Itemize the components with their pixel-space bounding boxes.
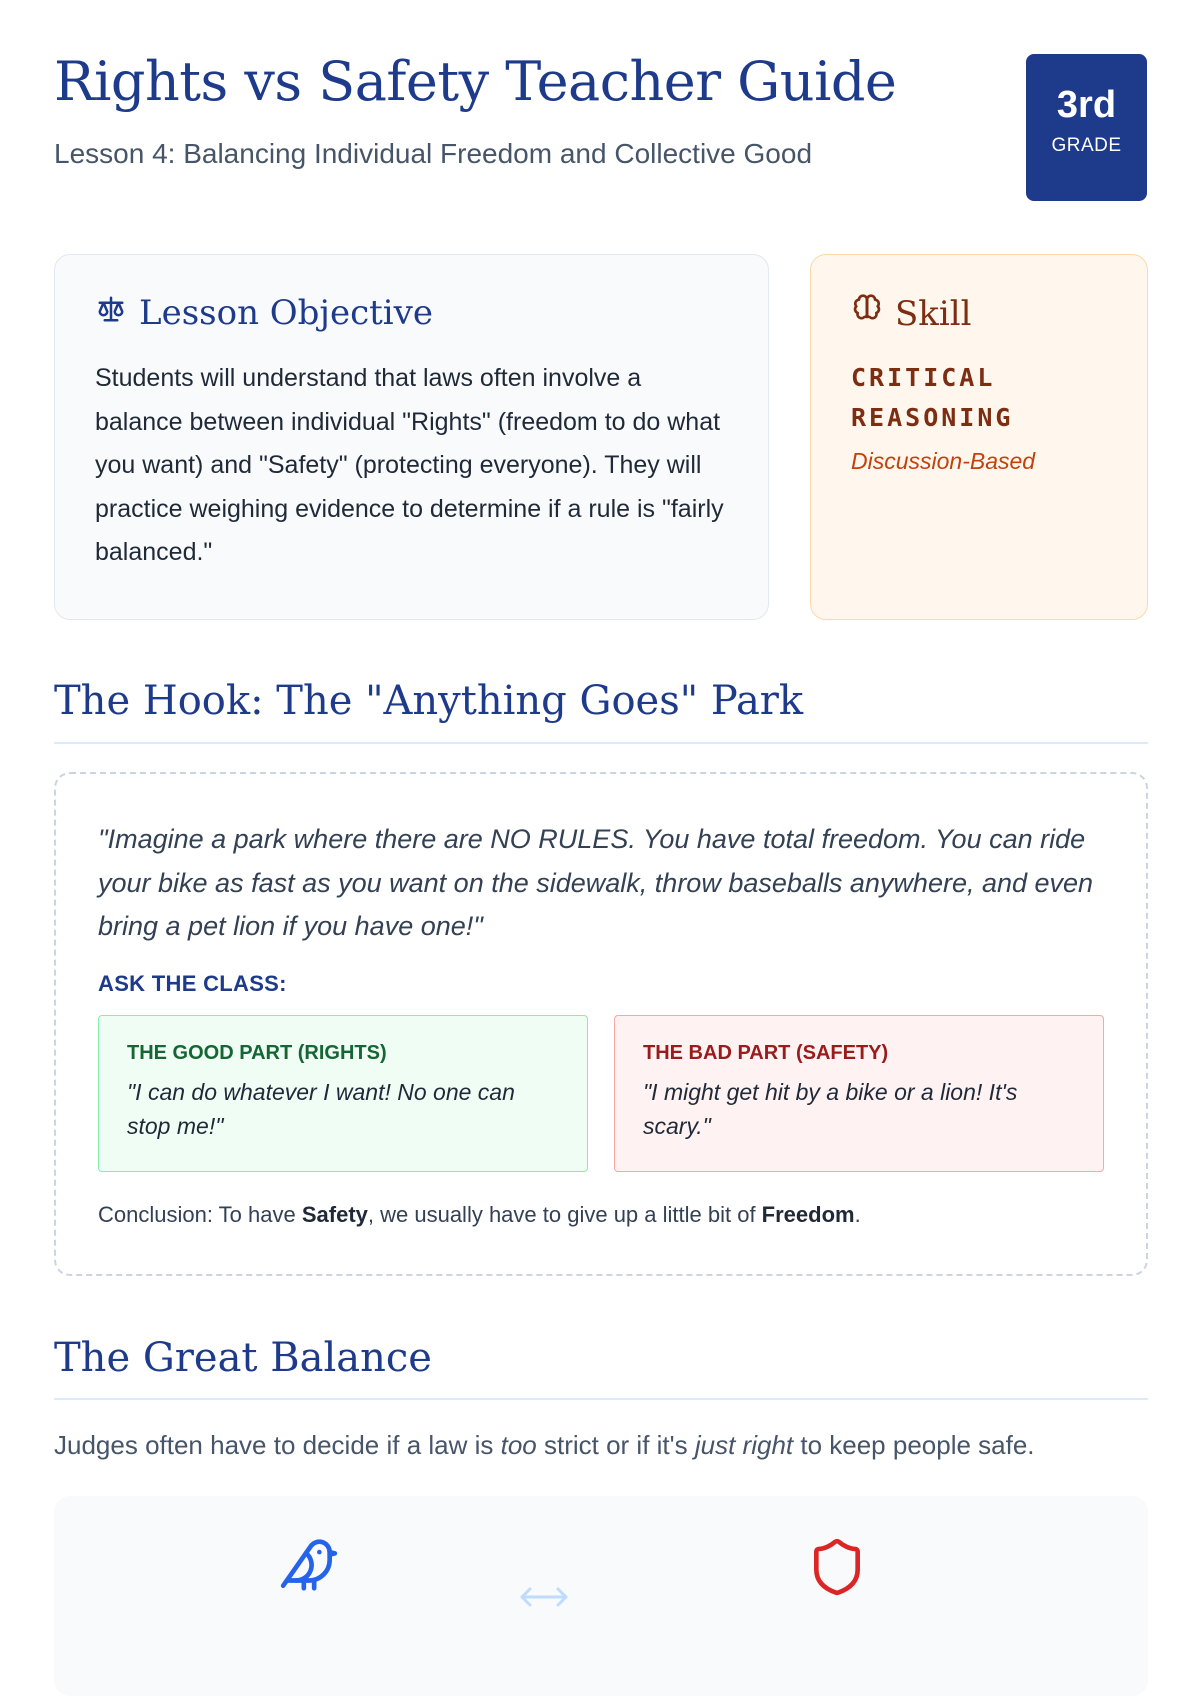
good-part-panel	[98, 1015, 588, 1172]
conclusion-freedom: Freedom	[761, 1201, 855, 1227]
ask-class-label: ASK THE CLASS:	[98, 970, 287, 996]
shield-icon	[806, 1534, 868, 1605]
intro-part: strict or if it's	[536, 1430, 695, 1460]
conclusion-suffix: .	[854, 1201, 861, 1227]
skill-card	[810, 254, 1148, 620]
grade-label: GRADE	[1051, 135, 1122, 156]
skill-heading: Skill	[895, 293, 972, 334]
skill-subtext: Discussion-Based	[851, 448, 1036, 474]
intro-emphasis-too: too	[500, 1430, 537, 1460]
bad-part-panel	[614, 1015, 1104, 1172]
scale-icon	[95, 294, 139, 333]
page-title: Rights vs Safety Teacher Guide	[54, 50, 897, 113]
rights-safety-compare	[98, 1015, 1104, 1172]
balance-section-title: The Great Balance	[54, 1335, 432, 1381]
bad-part-quote: "I might get hit by a bike or a lion! It's scary."	[643, 1078, 1018, 1139]
good-part-quote: "I can do whatever I want! No one can stop me!"	[127, 1078, 515, 1139]
intro-part: to keep people safe.	[793, 1430, 1035, 1460]
hook-section-title: The Hook: The "Anything Goes" Park	[54, 678, 804, 724]
good-part-heading: THE GOOD PART (RIGHTS)	[127, 1041, 387, 1064]
bad-part-heading: THE BAD PART (SAFETY)	[643, 1041, 889, 1064]
skill-name: CRITICAL REASONING	[851, 363, 1014, 432]
balance-panel	[54, 1496, 1148, 1696]
objective-heading-row	[95, 293, 728, 333]
grade-badge	[1026, 54, 1147, 201]
hook-conclusion	[98, 1202, 1104, 1228]
intro-part: Judges often have to decide if a law is	[54, 1430, 501, 1460]
conclusion-prefix: Conclusion: To have	[98, 1201, 302, 1227]
objective-heading: Lesson Objective	[139, 293, 433, 333]
conclusion-middle: , we usually have to give up a little bit of	[367, 1201, 762, 1227]
lesson-objective-card	[54, 254, 769, 620]
bird-icon	[278, 1534, 340, 1601]
section-divider	[54, 742, 1148, 744]
brain-icon	[851, 293, 895, 334]
hook-card	[54, 772, 1148, 1276]
page-subtitle: Lesson 4: Balancing Individual Freedom and Collective Good	[54, 138, 813, 169]
balance-intro	[54, 1430, 1035, 1461]
conclusion-safety: Safety	[301, 1201, 368, 1227]
section-divider	[54, 1398, 1148, 1400]
intro-emphasis-just-right: just right	[694, 1430, 794, 1460]
skill-heading-row	[851, 293, 1107, 334]
grade-number: 3rd	[1056, 84, 1117, 126]
hook-quote: "Imagine a park where there are NO RULES. You have total freedom. You can ride your bike as fast as you want on the sidewalk, throw baseballs anywhere, and even bring a pet lion if you have one!"	[98, 824, 1094, 941]
objective-text: Students will understand that laws often involve a balance between individual "Rights" (freedom to do what you want) and "Safety" (protecting everyone). They will practice weighing evidence to determine if a rule is "fairly balanced."	[95, 364, 724, 566]
